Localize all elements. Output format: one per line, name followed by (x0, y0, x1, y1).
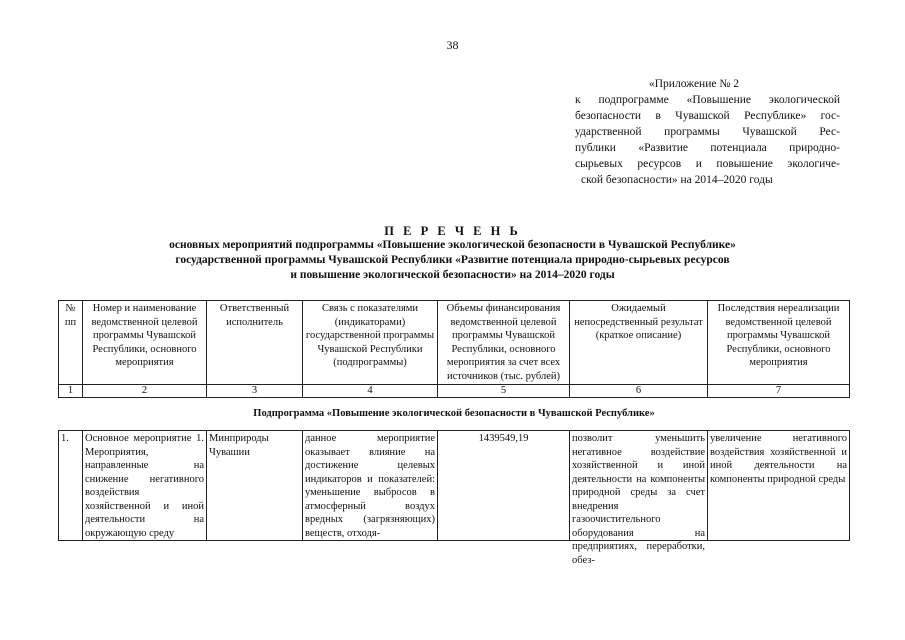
cell-text: данное мероприятие оказывает влияние на достижение целевых индикаторов и показателей: уменьшение выбросов в атмосферный воздух вредных (загрязняющих) веществ, отходя- (305, 433, 435, 539)
column-number: 5 (438, 385, 570, 398)
section-row (59, 398, 850, 431)
appendix-line: публики «Развитие потенциала природно- (575, 142, 840, 154)
cell-text: 1439549,19 (478, 433, 529, 444)
appendix-line: к подпрограмме «Повышение экологической (575, 94, 840, 106)
header-cell: Ожидаемый непосредственный результат (краткое описание) (570, 301, 708, 385)
document-title: П Е Р Е Ч Е Н Ь (384, 224, 521, 238)
header-cell: Связь с показателями (индикаторами) государственной программы Чувашской Республики (подпрограммы) (303, 301, 438, 385)
column-number: 2 (83, 385, 207, 398)
subtitle-line: и повышение экологической безопасности» на 2014–2020 годы (290, 269, 615, 281)
document-subtitle (60, 238, 845, 283)
appendix-line: «Приложение № 2 (649, 78, 739, 90)
section-title: Подпрограмма «Повышение экологической безопасности в Чувашской Республике» (59, 398, 850, 431)
subtitle-line: основных мероприятий подпрограммы «Повышение экологической безопасности в Чувашской Республике» (169, 239, 736, 251)
column-number: 6 (570, 385, 708, 398)
appendix-line: сырьевых ресурсов и повышение экологиче- (575, 158, 840, 170)
column-number: 4 (303, 385, 438, 398)
measures-table (58, 300, 850, 566)
subtitle-line: государственной программы Чувашской Республики «Развитие потенциала природно-сырьевых ресурсов (175, 254, 730, 266)
row-number (59, 431, 83, 541)
table-row (59, 431, 850, 541)
appendix-line: безопасности в Чувашской Республике» гос- (575, 110, 840, 122)
row-name (83, 431, 207, 541)
appendix-line: ударственной программы Чувашской Рес- (575, 126, 840, 138)
cell-text: Основное мероприятие 1. Мероприятия, направленные на снижение негативного воздействия хозяйственной и иной деятельности на окружающую среду (85, 433, 204, 539)
appendix-block (575, 76, 840, 188)
cell-text: увеличение негативного воздействия хозяйственной и иной деятельности на компоненты природной среды (710, 433, 847, 485)
header-cell: Последствия нереализации ведомственной целевой программы Чувашской Республики, основного мероприятия (708, 301, 850, 385)
column-number: 3 (207, 385, 303, 398)
row-executor (207, 431, 303, 541)
row-funding (438, 431, 570, 541)
appendix-line: ской безопасности» на 2014–2020 годы (581, 174, 773, 186)
header-cell: № пп (59, 301, 83, 385)
header-row (59, 301, 850, 385)
column-number-row (59, 385, 850, 398)
header-cell: Ответственный исполнитель (207, 301, 303, 385)
column-number: 7 (708, 385, 850, 398)
column-number: 1 (59, 385, 83, 398)
cell-text: позволит уменьшить негативное воздействие хозяйственной и иной деятельности на компоненты природной среды за счет внедрения газоочистительного оборудования на предприятиях, переработки, обез- (572, 433, 705, 566)
row-consequence (708, 431, 850, 541)
row-result (570, 431, 708, 566)
cell-text: Минприроды Чувашии (209, 433, 269, 458)
header-cell: Номер и наименование ведомственной целевой программы Чувашской Республики, основного мероприятия (83, 301, 207, 385)
header-cell: Объемы финансирования ведомственной целевой программы Чувашской Республики, основного мероприятия за счет всех источников (тыс. рублей) (438, 301, 570, 385)
cell-text: 1. (61, 433, 69, 444)
page-number: 38 (446, 38, 459, 52)
row-link (303, 431, 438, 541)
